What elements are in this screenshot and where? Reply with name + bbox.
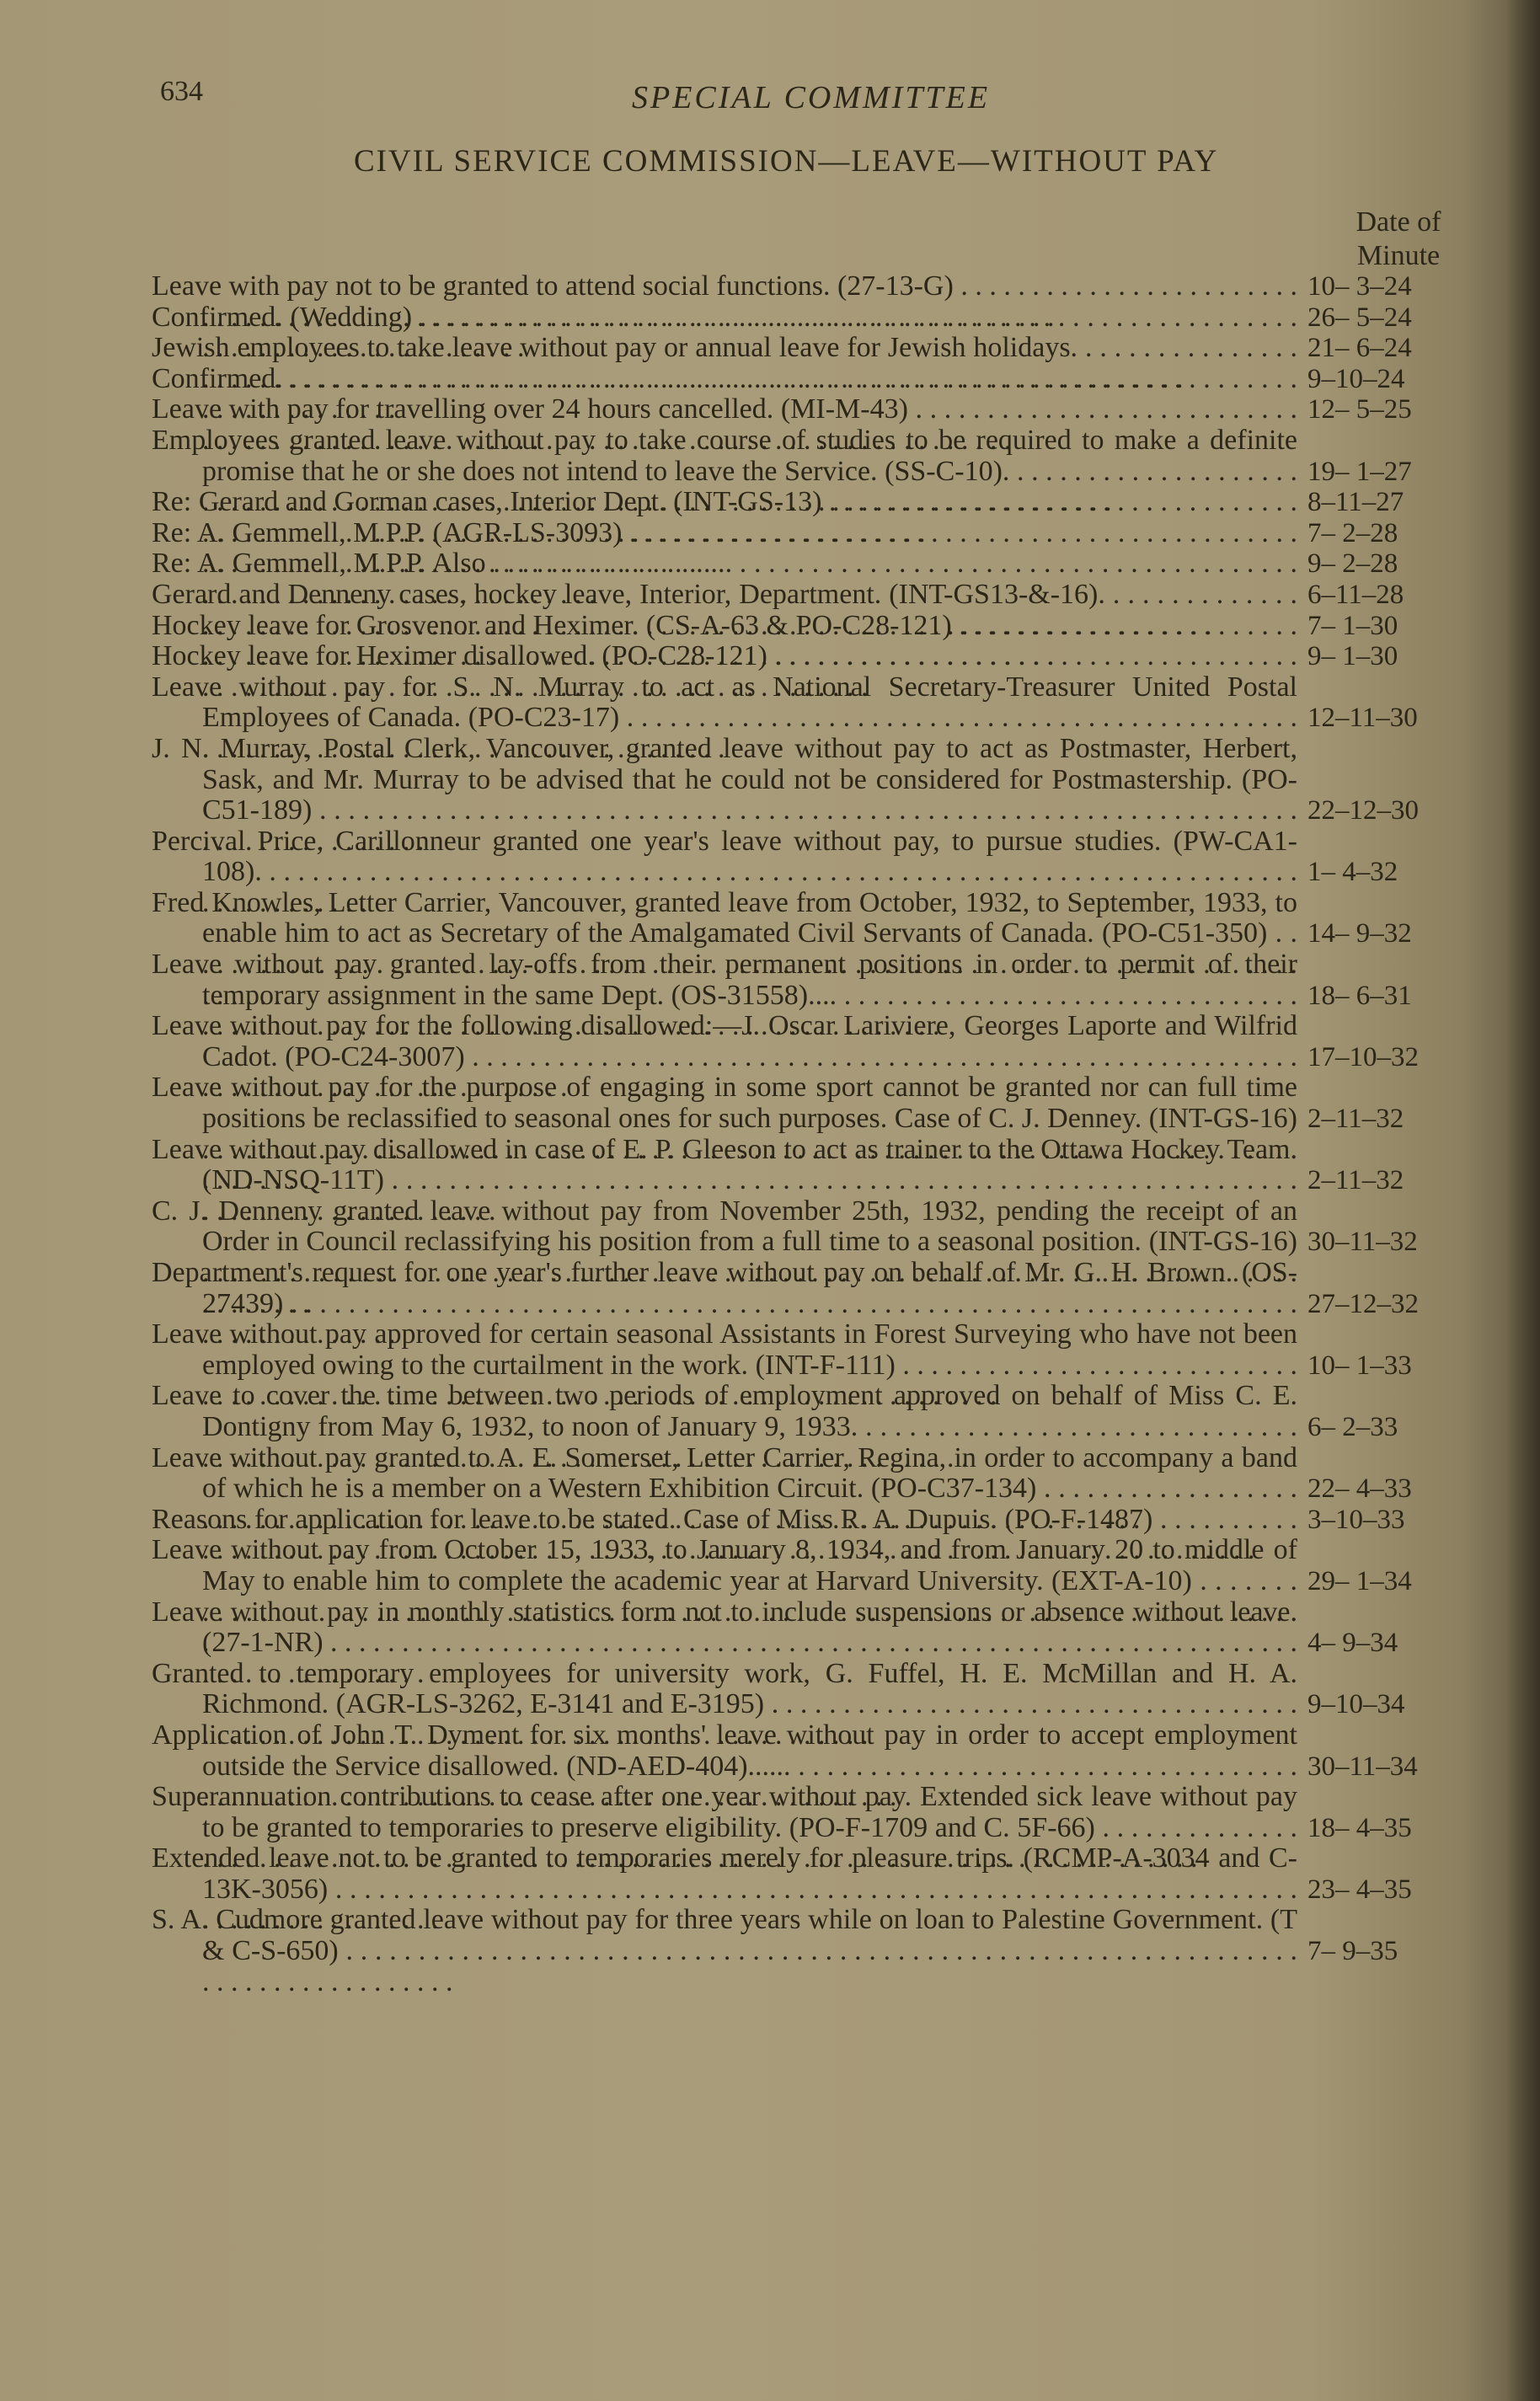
entry-text: J. N. Murray, Postal Clerk, Vancouver, granted leave without pay to act as Postmaster, Herbert, Sask, and Mr. Murray to be advised that he could not be considered for Postmastership. (PO-C51-189) . . .: [152, 734, 1297, 857]
entry-row: [152, 1904, 1398, 1967]
entry-date: 22– 4–33: [1307, 1473, 1412, 1505]
entry-text-wrap: [152, 1011, 1297, 1072]
entry-date: 21– 6–24: [1307, 333, 1412, 364]
entry-row: [152, 1657, 1405, 1720]
entry-text-wrap: [152, 1905, 1297, 1966]
entry-list: [152, 270, 1419, 1967]
entry-row: [152, 1318, 1412, 1381]
entry-date: 9– 1–30: [1307, 641, 1398, 672]
entry-date: 23– 4–35: [1307, 1874, 1412, 1905]
entry-text: Re: A. Gemmell, M.P.P. Also . . .: [152, 548, 1297, 610]
entry-row: [152, 1534, 1412, 1596]
entry-text: Leave without pay for the following disallowed:—J. Oscar Lariviere, Georges Laporte and Wilfrid Cadot. (PO-C24-3007) . . .: [152, 1011, 1297, 1104]
entry-text-wrap: [152, 394, 1297, 425]
entry-text: Leave without pay approved for certain seasonal Assistants in Forest Surveying who have not been employed owing to the curtailment in the work. (INT-F-111) . . .: [152, 1319, 1297, 1412]
entry-date: 7– 1–30: [1307, 610, 1398, 641]
entry-text: Application of John T. Dyment for six months' leave without pay in order to accept employment outside the Service disallowed. (ND-AED-404)...... . . .: [152, 1720, 1297, 1813]
entry-date: 27–12–32: [1307, 1288, 1419, 1319]
entry-text-wrap: [152, 1659, 1297, 1720]
entry-text-wrap: [152, 1196, 1297, 1258]
entry-text: Confirmed. (Wedding) . . .: [152, 302, 1297, 364]
entry-date: 9– 2–28: [1307, 548, 1398, 580]
entry-row: [152, 486, 1404, 518]
entry-text: Leave without pay granted lay-offs from their permanent positions in order to permit of their temporary assignment in the same Dept. (OS-31558).... . . .: [152, 949, 1297, 1042]
entry-text-wrap: [152, 1381, 1297, 1442]
entry-row: [152, 886, 1412, 949]
entry-text: Department's request for one year's further leave without pay on behalf of Mr. G. H. Brown. (OS-27439) . . .: [152, 1258, 1297, 1350]
entry-text-wrap: [152, 271, 1297, 302]
entry-row: [152, 270, 1412, 302]
entry-row: [152, 516, 1398, 549]
entry-date: 3–10–33: [1307, 1504, 1405, 1535]
entry-row: [152, 1072, 1404, 1135]
entry-row: [152, 1781, 1412, 1843]
entry-date: 22–12–30: [1307, 795, 1419, 826]
entry-date: 1– 4–32: [1307, 857, 1398, 888]
entry-date: 26– 5–24: [1307, 302, 1412, 333]
date-column-heading-line: Minute: [1356, 240, 1441, 271]
entry-row: [152, 362, 1405, 395]
entry-text-wrap: [152, 302, 1297, 334]
entry-text-wrap: [152, 548, 1297, 580]
entry-text-wrap: [152, 487, 1297, 518]
entry-text-wrap: [152, 826, 1297, 888]
entry-date: 6– 2–33: [1307, 1411, 1398, 1442]
entry-text: Granted to temporary employees for university work, G. Fuffel, H. E. McMillan and H. A. Richmond. (AGR-LS-3262, E-3141 and E-3195) . . .: [152, 1659, 1297, 1751]
entry-date: 10– 1–33: [1307, 1350, 1412, 1381]
entry-date: 7– 9–35: [1307, 1936, 1398, 1967]
entry-row: [152, 1133, 1404, 1196]
entry-row: [152, 732, 1419, 826]
entry-text-wrap: [152, 518, 1297, 549]
entry-row: [152, 1596, 1398, 1659]
entry-date: 19– 1–27: [1307, 456, 1412, 487]
entry-row: [152, 825, 1398, 888]
entry-text-wrap: [152, 611, 1297, 642]
entry-text: Confirmed. . . .: [152, 364, 1297, 425]
entry-text-wrap: [152, 1505, 1297, 1536]
entry-text-wrap: [152, 333, 1297, 364]
entry-date: 4– 9–34: [1307, 1628, 1398, 1659]
entry-text-wrap: [152, 949, 1297, 1011]
entry-date: 18– 6–31: [1307, 980, 1412, 1011]
entry-date: 2–11–32: [1307, 1104, 1404, 1135]
entry-row: [152, 640, 1398, 672]
entry-row: [152, 332, 1412, 364]
date-column-heading: [1331, 206, 1466, 273]
page-header: [0, 67, 1540, 126]
running-title: SPECIAL COMMITTEE: [632, 80, 991, 115]
entry-text-wrap: [152, 1843, 1297, 1905]
entry-text: Hockey leave for Heximer disallowed. (PO-C28-121) . . .: [152, 641, 1297, 703]
entry-date: 8–11–27: [1307, 487, 1404, 518]
entry-date: 9–10–34: [1307, 1689, 1405, 1720]
entry-text-wrap: [152, 1072, 1297, 1134]
page-edge-shadow: [1506, 0, 1540, 2401]
entry-date: 30–11–32: [1307, 1227, 1418, 1258]
entry-date: 9–10–24: [1307, 363, 1405, 394]
entry-row: [152, 1195, 1418, 1258]
entry-row: [152, 1380, 1398, 1442]
entry-text: Employees granted leave without pay to take course of studies to be required to make a definite promise that he or she does not intend to leave the Service. (SS-C-10). . . .: [152, 425, 1297, 518]
entry-date: 30–11–34: [1307, 1751, 1418, 1782]
entry-date: 6–11–28: [1307, 579, 1404, 610]
entry-text-wrap: [152, 1535, 1297, 1596]
entry-text: Superannuation contributions to cease after one year without pay. Extended sick leave without pay to be granted to temporaries to preserve eligibility. (PO-F-1709 and C. 5F-66) . . .: [152, 1782, 1297, 1874]
entry-text: Gerard and Denneny cases, hockey leave, Interior, Department. (INT-GS13-&-16). . . .: [152, 580, 1297, 641]
entry-text-wrap: [152, 1597, 1297, 1659]
entry-date: 29– 1–34: [1307, 1565, 1412, 1596]
entry-text: S. A. Cudmore granted leave without pay for three years while on loan to Palestine Government. (T & C-S-650) . . .: [152, 1905, 1297, 1997]
entry-text-wrap: [152, 1720, 1297, 1782]
entry-row: [152, 424, 1412, 487]
entry-text-wrap: [152, 425, 1297, 487]
entry-text: Leave without pay for S. N. Murray to act as National Secretary-Treasurer United Postal Employees of Canada. (PO-C23-17) . . .: [152, 672, 1297, 765]
entry-date: 14– 9–32: [1307, 918, 1412, 949]
entry-date: 12–11–30: [1307, 703, 1418, 734]
entry-text: Leave without pay from October 15, 1933, to January 8, 1934, and from January 20 to middle of May to enable him to complete the academic year at Harvard University. (EXT-A-10) . . .: [152, 1535, 1297, 1658]
entry-text: Re: Gerard and Gorman cases, Interior Dept. (INT-GS-13) . . .: [152, 487, 1297, 548]
entry-date: 7– 2–28: [1307, 517, 1398, 548]
entry-text: Leave to cover the time between two periods of employment approved on behalf of Miss C. E. Dontigny from May 6, 1932, to noon of January 9, 1933. . . .: [152, 1381, 1297, 1473]
page-number: 634: [160, 76, 203, 107]
entry-date: 18– 4–35: [1307, 1812, 1412, 1843]
entry-row: [152, 1503, 1405, 1536]
entry-text: Jewish employees to take leave without pay or annual leave for Jewish holidays. . . .: [152, 333, 1297, 394]
entry-text-wrap: [152, 1782, 1297, 1843]
entry-text-wrap: [152, 1258, 1297, 1319]
entry-text: Leave with pay not to be granted to attend social functions. (27-13-G) . . .: [152, 271, 1297, 333]
entry-text-wrap: [152, 580, 1297, 611]
entry-row: [152, 949, 1412, 1011]
entry-text-wrap: [152, 1443, 1297, 1505]
entry-text: C. J. Denneny granted leave without pay from November 25th, 1932, pending the receipt of an Order in Council reclassifying his position from a full time to a seasonal position. (INT-GS-16) . . .: [152, 1196, 1297, 1319]
entry-text-wrap: [152, 1319, 1297, 1381]
entry-row: [152, 1719, 1418, 1782]
entry-text-wrap: [152, 734, 1297, 826]
section-title: CIVIL SERVICE COMMISSION—LEAVE—WITHOUT PAY: [354, 144, 1219, 179]
entry-text: Extended leave not to be granted to temporaries merely for pleasure trips. (RCMP-A-3034 and C-13K-3056) . . .: [152, 1843, 1297, 1936]
entry-text: Fred Knowles, Letter Carrier, Vancouver, granted leave from October, 1932, to September, 1933, to enable him to act as Secretary of the Amalgamated Civil Servants of Canada. (PO-C51-350) . . .: [152, 888, 1297, 1011]
entry-text: Leave without pay disallowed in case of E. P. Gleeson to act as trainer to the Ottawa Hockey Team. (ND-NSQ-11T) . . .: [152, 1135, 1297, 1227]
entry-row: [152, 578, 1404, 611]
entry-text: Hockey leave for Grosvenor and Heximer. (CS-A-63 & PO-C28-121) . . .: [152, 611, 1297, 672]
entry-row: [152, 301, 1412, 334]
entry-text: Leave with pay for travelling over 24 hours cancelled. (MI-M-43) . . .: [152, 394, 1297, 456]
entry-text-wrap: [152, 1135, 1297, 1196]
entry-text: Re: A. Gemmell, M.P.P. (AGR-LS-3093) . . .: [152, 518, 1297, 580]
entry-text-wrap: [152, 364, 1297, 395]
entry-row: [152, 393, 1412, 425]
entry-row: [152, 1842, 1412, 1905]
entry-row: [152, 1441, 1412, 1505]
entry-row: [152, 1010, 1419, 1072]
entry-row: [152, 548, 1398, 580]
entry-text: Leave without pay granted to A. E. Somerset, Letter Carrier, Regina, in order to accompany a band of which he is a member on a Western Exhibition Circuit. (PO-C37-134) . . .: [152, 1443, 1297, 1536]
entry-date: 12– 5–25: [1307, 394, 1412, 425]
entry-date: 10– 3–24: [1307, 271, 1412, 302]
entry-text: Percival Price, Carillonneur granted one year's leave without pay, to pursue studies. (PW-CA1-108). . . .: [152, 826, 1297, 919]
entry-text: Reasons for application for leave to be stated. Case of Miss R. A. Dupuis. (PO-F-1487) . . .: [152, 1505, 1297, 1566]
entry-date: 2–11–32: [1307, 1165, 1404, 1196]
entry-text-wrap: [152, 672, 1297, 734]
date-column-heading-line: Date of: [1356, 206, 1441, 238]
entry-text: Leave without pay for the purpose of engaging in some sport cannot be granted nor can full time positions be reclassified to seasonal ones for such purposes. Case of C. J. Denney. (INT-GS-16) . . .: [152, 1072, 1297, 1195]
entry-row: [152, 671, 1418, 734]
entry-text-wrap: [152, 888, 1297, 949]
entry-row: [152, 1257, 1419, 1319]
entry-date: 17–10–32: [1307, 1041, 1419, 1072]
entry-row: [152, 609, 1398, 642]
entry-text: Leave without pay in monthly statistics form not to include suspensions or absence without leave. (27-1-NR) . . .: [152, 1597, 1297, 1690]
entry-text-wrap: [152, 641, 1297, 672]
